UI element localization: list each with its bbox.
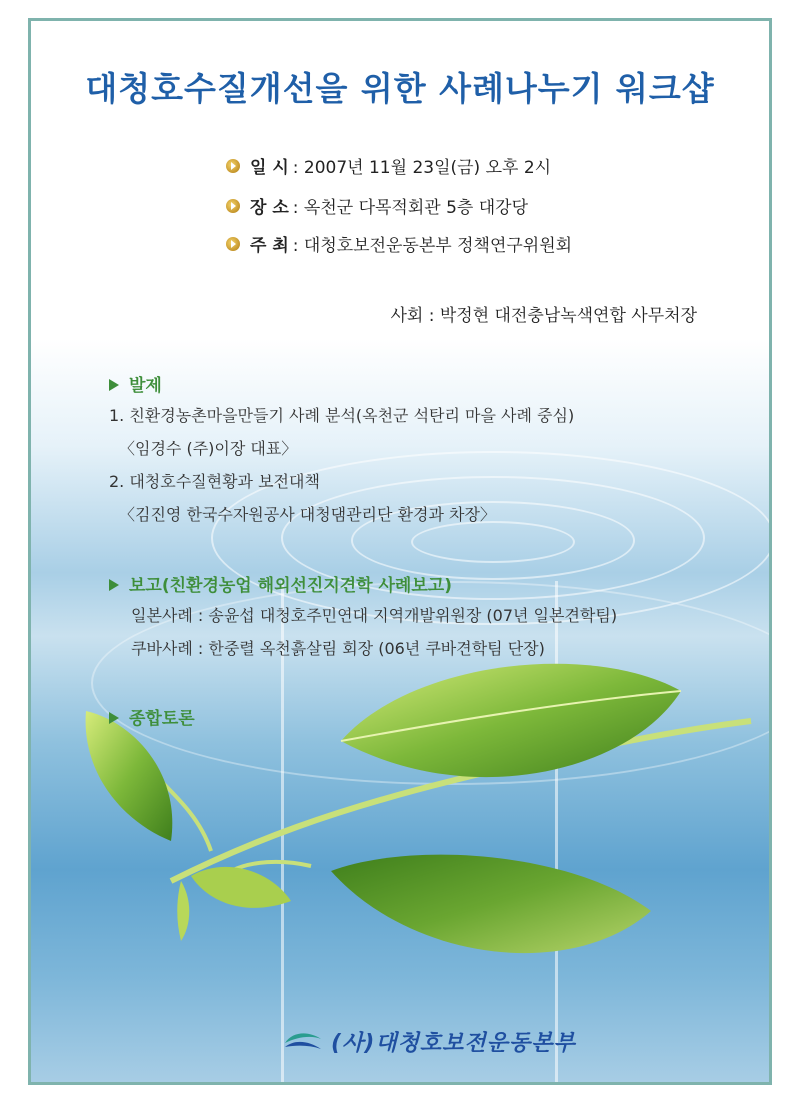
tiny-leaf <box>191 867 291 908</box>
large-leaf <box>341 664 681 777</box>
section-report-heading: 보고(친환경농업 해외선진지견학 사례보고) <box>109 571 452 596</box>
poster-title: 대청호수질개선을 위한 사례나누기 워크샵 <box>85 69 715 108</box>
info-date <box>226 153 551 178</box>
leaf-illustration <box>31 21 772 1085</box>
logo-emblem-icon <box>283 1029 323 1055</box>
moderator: 사회 : 박정현 대전충남녹색연합 사무처장 <box>390 306 697 326</box>
leaf-bud <box>177 881 189 941</box>
presenter: 〈김진영 한국수자원공사 대청댐관리단 환경과 차장〉 <box>119 505 496 524</box>
presenter: 〈임경수 (주)이장 대표〉 <box>119 439 298 458</box>
triangle-icon <box>109 712 119 724</box>
presentation-item: 2. 대청호수질현황과 보전대책 <box>109 472 320 491</box>
info-venue <box>226 193 528 218</box>
info-value: : 옥천군 다목적회관 5층 대강당 <box>292 198 528 218</box>
info-organizer <box>226 231 572 256</box>
info-value: : 2007년 11월 23일(금) 오후 2시 <box>292 158 552 178</box>
logo-text: (사)대청호보전운동본부 <box>331 1031 576 1056</box>
poster <box>28 18 772 1085</box>
report-item: 일본사례 : 송윤섭 대청호주민연대 지역개발위원장 (07년 일본견학팀) <box>131 606 618 625</box>
organization-logo <box>283 1026 576 1057</box>
section-presentation-heading: 발제 <box>109 371 162 396</box>
reflected-leaf <box>331 855 651 953</box>
bullet-icon <box>226 237 240 251</box>
report-item: 쿠바사례 : 한중렬 옥천흙살림 회장 (06년 쿠바견학팀 단장) <box>131 639 545 658</box>
triangle-icon <box>109 579 119 591</box>
presentation-item: 1. 친환경농촌마을만들기 사례 분석(옥천군 석탄리 마을 사례 중심) <box>109 406 575 425</box>
section-discussion-heading: 종합토론 <box>109 704 195 729</box>
info-value: : 대청호보전운동본부 정책연구위원회 <box>292 236 573 256</box>
bullet-icon <box>226 199 240 213</box>
bullet-icon <box>226 159 240 173</box>
info-label: 주 최 <box>250 236 289 256</box>
small-leaf <box>86 711 173 841</box>
info-label: 일 시 <box>250 158 289 178</box>
triangle-icon <box>109 379 119 391</box>
info-label: 장 소 <box>250 198 289 218</box>
